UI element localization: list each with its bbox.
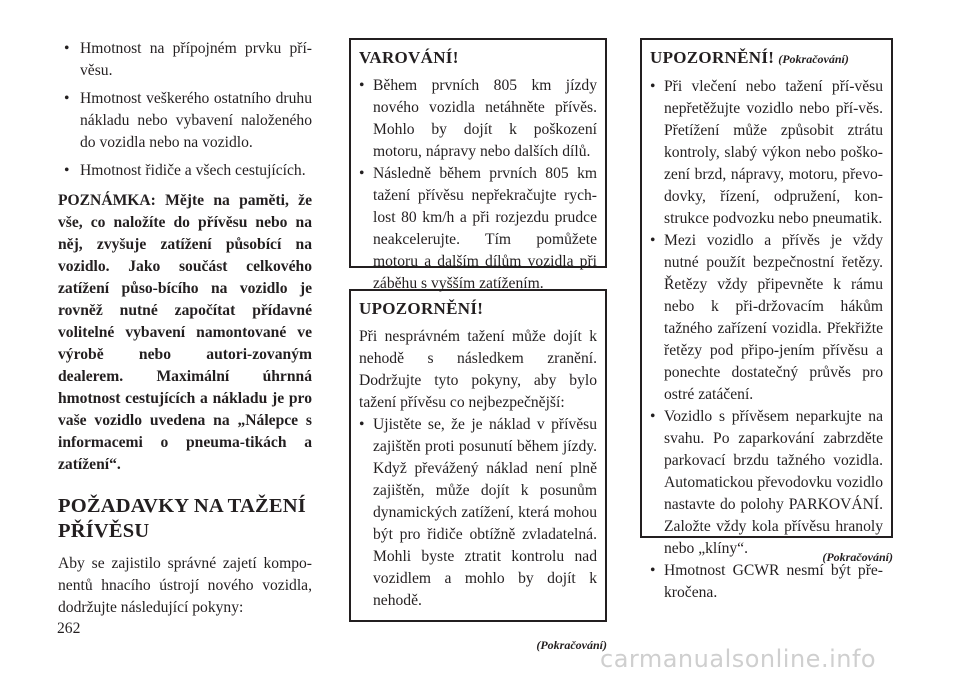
list-item: • Mezi vozidlo a přívěs je vždy nutné použít bezpečnostní řetězy. Řetězy vždy připevněte k rámu nebo k při-držovacím hákům tažného zařízení vozidla. Překřižte řetězy pod připo-jením přívěsu a ponechte dostatečný průvěs pro ostré zatáčení.	[650, 230, 883, 406]
continued-label: (Pokračování)	[822, 550, 893, 564]
list-item: • Hmotnost GCWR nesmí být pře-kročena.	[650, 560, 883, 604]
warning-title: VAROVÁNÍ!	[359, 48, 459, 67]
caution-continued-box	[640, 38, 893, 601]
page-number: 262	[57, 620, 81, 637]
caution-title: UPOZORNĚNÍ!	[359, 299, 484, 318]
list-item: • Ujistěte se, že je náklad v přívěsu zajištěn proti posunutí během jízdy. Když převážený náklad není plně zajištěn, může dojít k posunům dynamických zatížení, která mohou být pro řidiče obtížně zvladatelná. Mohli byste ztratit kontrolu nad vozidlem a mohlo by dojít k nehodě.	[359, 414, 597, 612]
continued-label: (Pokračování)	[536, 638, 607, 652]
list-item: • Hmotnost na přípojném prvku pří-věsu.	[58, 38, 312, 82]
note-paragraph: POZNÁMKA: Mějte na paměti, že vše, co naložíte do přívěsu nebo na něj, zvyšuje zatížení působící na vozidlo. Jako součást celkového zatížení půso-bícího na vozidlo je rovněž nutné započítat přídavné volitelné vybavení namontované ve výrobě nebo autori-zovaným dealerem. Maximální úhrnná hmotnost cestujících a nákladu je pro vaše vozidlo uvedena na „Nálepce s informacemi o pneuma-tikách a zatížení“.	[58, 192, 312, 473]
caution-title-text: UPOZORNĚNÍ!	[650, 48, 775, 67]
list-item: • Při vlečení nebo tažení pří-věsu nepřetěžujte vozidlo nebo pří-věs. Přetížení může způsobit ztrátu kontroly, slabý výkon nebo poško-zení brzd, nápravy, motoru, převo-dovky, řízení, odpružení, kon-strukce podvozku nebo pneumatik.	[650, 76, 883, 230]
right-column	[640, 38, 893, 601]
warning-box	[349, 38, 607, 292]
list-item: • Hmotnost řidiče a všech cestujících.	[58, 160, 312, 182]
caution-box	[349, 289, 607, 622]
load-list	[58, 38, 312, 182]
left-column	[58, 38, 312, 619]
intro-paragraph: Aby se zajistilo správné zajetí kompo-nentů hnacího ústrojí nového vozidla, dodržujte následující pokyny:	[58, 555, 312, 616]
middle-column	[349, 38, 607, 656]
caution-title-suffix: (Pokračování)	[778, 52, 849, 66]
list-item: • Hmotnost veškerého ostatního druhu nákladu nebo vybavení naloženého do vozidla nebo na vozidlo.	[58, 88, 312, 154]
warning-list	[359, 75, 597, 295]
list-item: • Následně během prvních 805 km tažení přívěsu nepřekračujte rych-lost 80 km/h a při rozjezdu prudce neakcelerujte. Tím pomůžete motoru a dalším dílům vozidla při záběhu s vyšším zatížením.	[359, 163, 597, 295]
watermark: carmanualsonline.info	[600, 645, 877, 673]
list-item: • Vozidlo s přívěsem neparkujte na svahu. Po zaparkování zabrzděte parkovací brzdu tažného vozidla. Automatickou převodovku vozidlo nastavte do polohy PARKOVÁNÍ. Založte vždy kola přívěsu hranoly nebo „klíny“.	[650, 406, 883, 560]
caution-continued-list	[650, 76, 883, 604]
caution-text: Při nesprávném tažení může dojít k nehodě s následkem zranění. Dodržujte tyto pokyny, aby bylo tažení přívěsu co nejbezpečnější:	[359, 328, 597, 411]
list-item: • Během prvních 805 km jízdy nového vozidla netáhněte přívěs. Mohlo by dojít k poškození motoru, nápravy nebo dalších dílů.	[359, 75, 597, 163]
caution-list	[359, 414, 597, 612]
caution-continued-title	[650, 46, 883, 71]
section-heading: POŽADAVKY NA TAŽENÍ PŘÍVĚSU	[58, 495, 306, 542]
